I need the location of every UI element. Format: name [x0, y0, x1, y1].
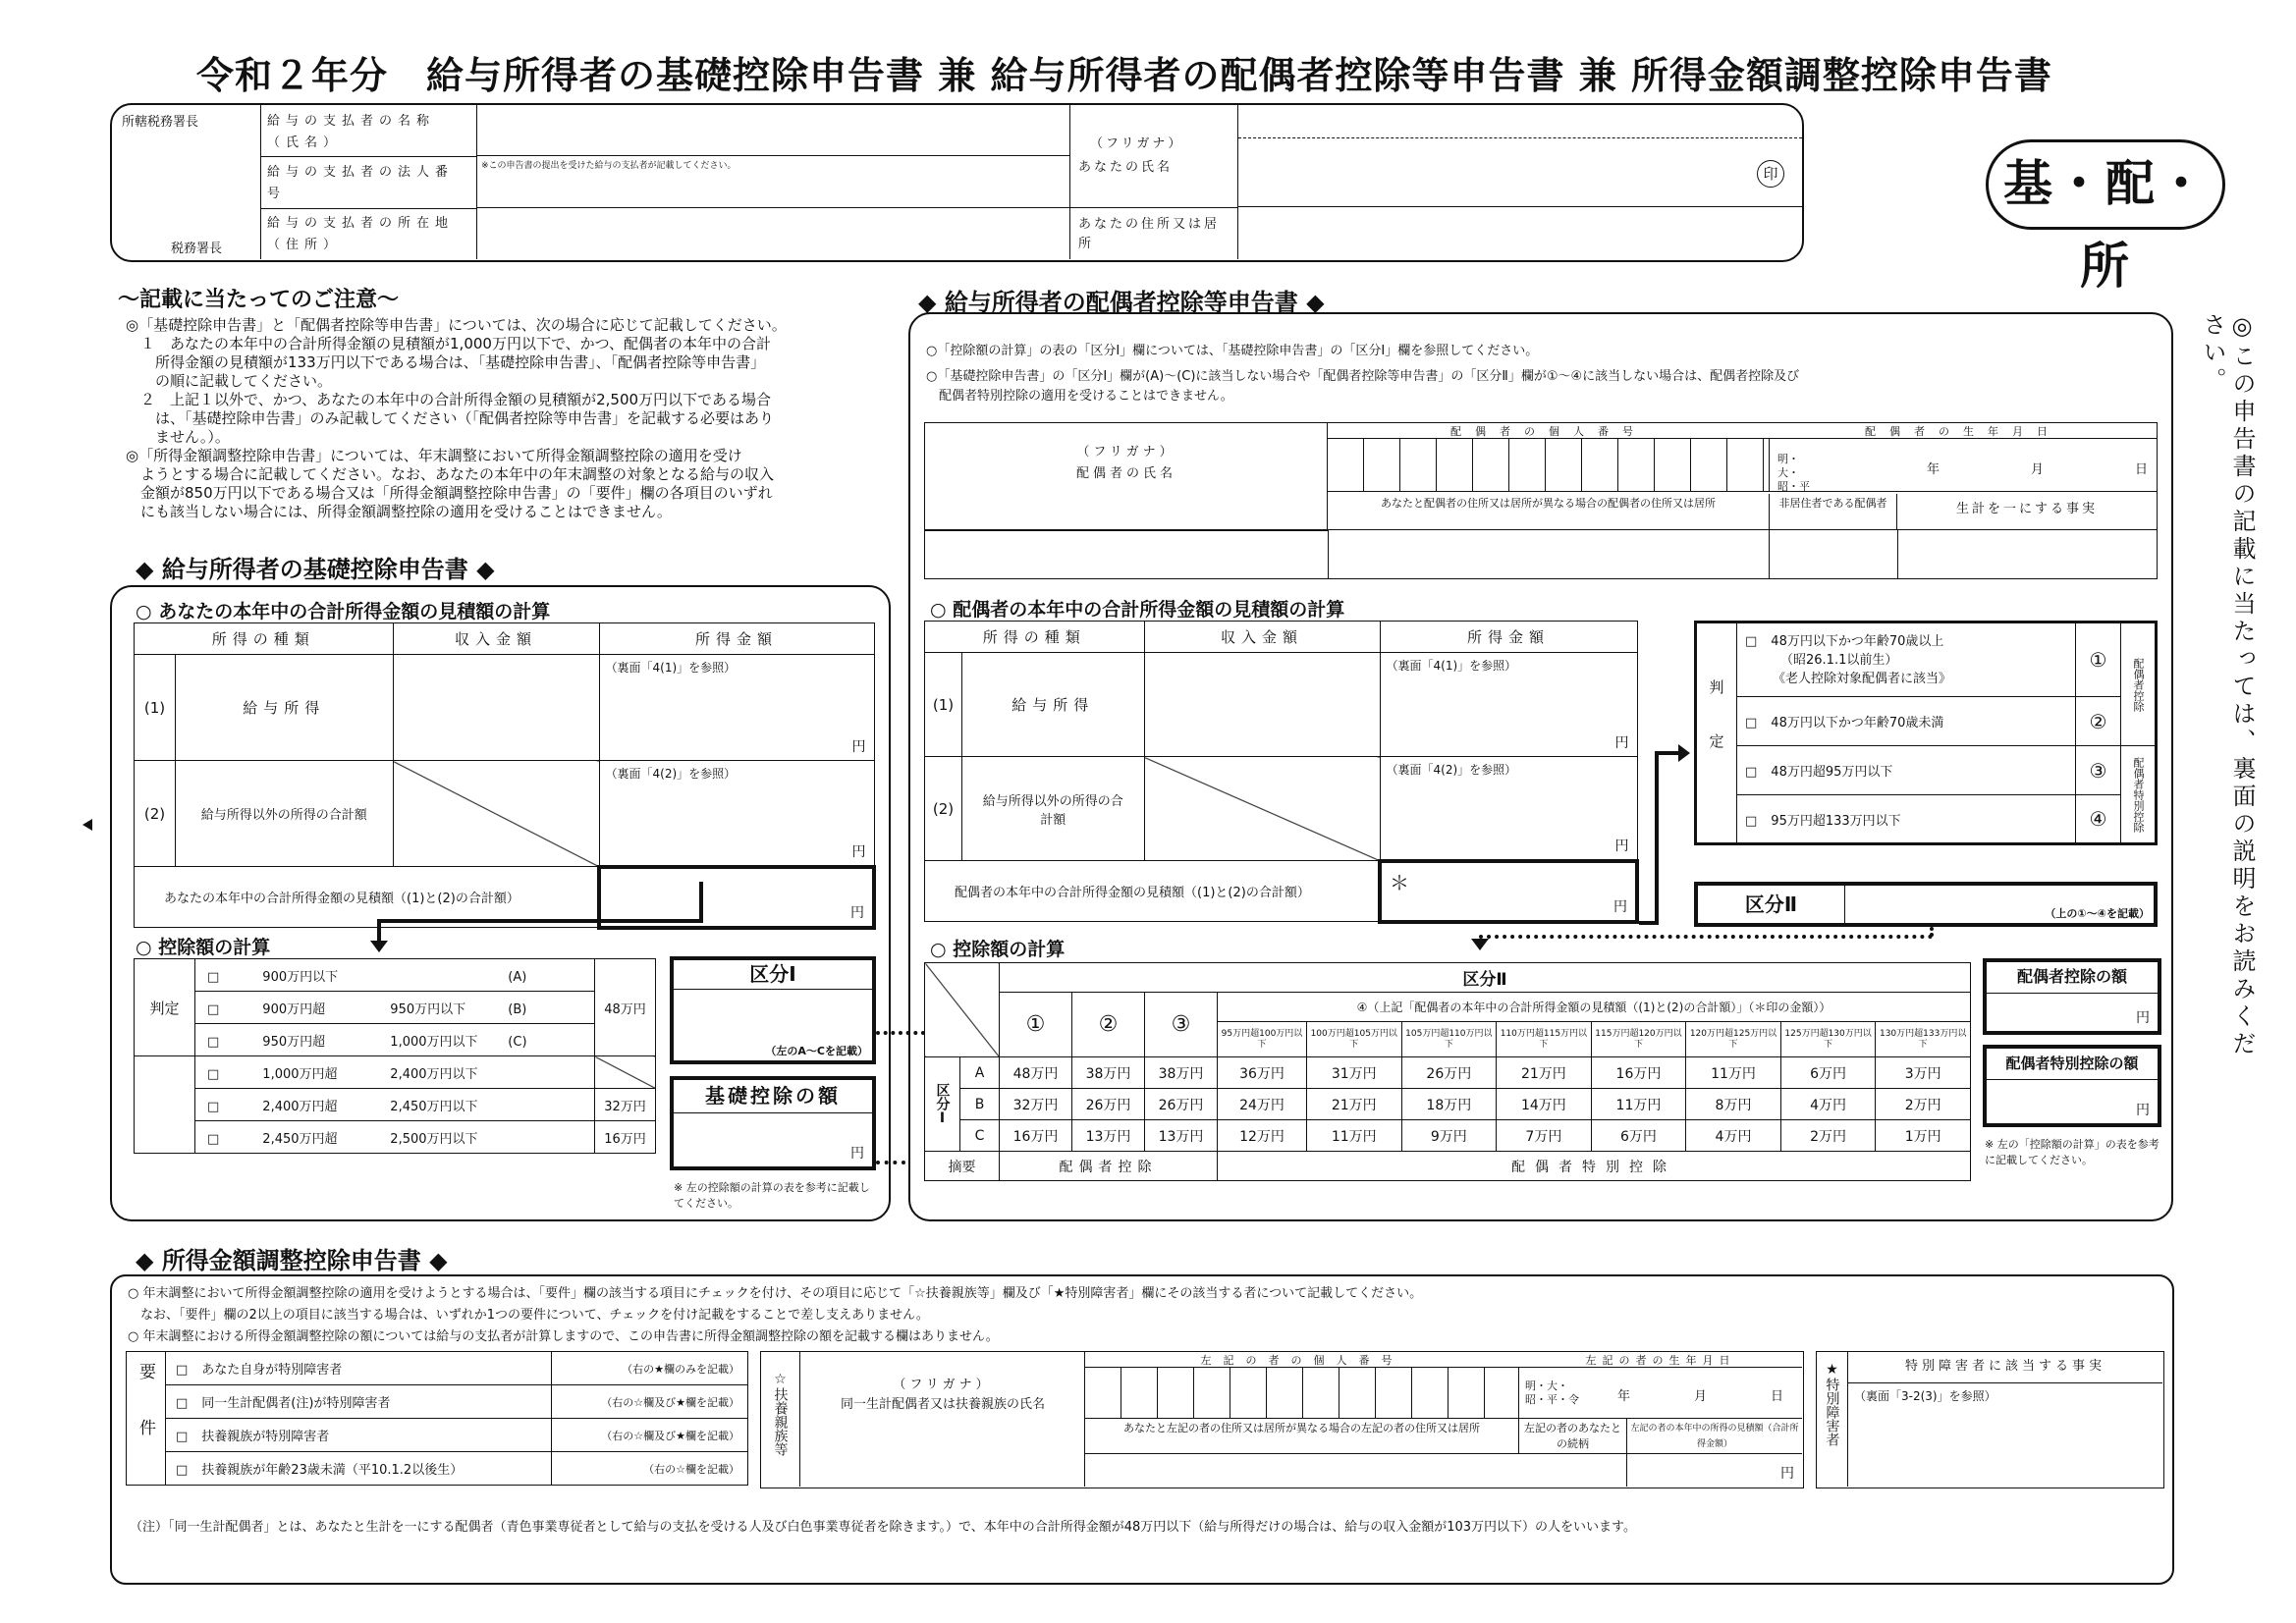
row2-income-blank	[393, 761, 599, 867]
payer-corp-label: 給与の支払者の法人番号	[267, 165, 455, 201]
fuyo-box	[760, 1351, 1810, 1488]
kiso-deduct-title: ○ 控除額の計算	[136, 937, 271, 958]
note-line: ２ 上記１以外で、かつ、あなたの本年中の合計所得金額の見積額が2,500万円以下である場合	[126, 391, 772, 408]
col-income: 収入金額	[1144, 622, 1380, 653]
kiso-bottom-note: ※ 左の控除額の計算の表を参考に記載してください。	[674, 1181, 870, 1210]
bracket-7: 125万円超130万円以下	[1780, 1022, 1876, 1057]
total-field[interactable]	[1380, 861, 1637, 922]
tax-office-suffix: 税務署長	[171, 242, 223, 256]
support-label: 生計を一にする事実	[1955, 502, 2098, 516]
row2-no: (2)	[925, 757, 962, 861]
row2-label: 給与所得以外の所得の合計額	[962, 757, 1145, 861]
tokusho-fact-field[interactable]	[1848, 1383, 2162, 1487]
spouse-mynumber-label: 配偶者の個人番号	[1328, 423, 1770, 439]
circle-3: ③	[2076, 746, 2121, 795]
tokubetsu-amount-label: 配偶者特別控除の額	[1987, 1049, 2158, 1080]
col-amount: 所得金額	[1380, 622, 1637, 653]
haigu-note1: ○「控除額の計算」の表の「区分Ⅰ」欄については、「基礎控除申告書」の「区分Ⅰ」欄を参照してください。	[926, 344, 1539, 358]
haigu-calc-title: ○ 配偶者の本年中の合計所得金額の見積額の計算	[930, 599, 1345, 621]
blank-cell	[595, 1056, 656, 1089]
side-label-1: 配偶者控除	[2121, 622, 2157, 746]
row1-ref: （裏面「4(1)」を参照）	[605, 661, 737, 675]
row1-amount-field[interactable]	[1380, 653, 1637, 757]
spouse-birth-label: 配偶者の生年月日	[1770, 423, 2157, 439]
haigu-deduct-title: ○ 控除額の計算	[930, 939, 1066, 960]
haigu-judge-table	[1694, 621, 2158, 845]
row2-label: 給与所得以外の所得の合計額	[176, 761, 394, 867]
chosei-footnote: （注）「同一生計配偶者」とは、あなたと生計を一にする配偶者（青色事業専従者として給与の支払を受ける人及び白色事業専従者を除きます。）で、本年中の合計所得金額が48万円以下（給与所得だけの場合は、給与の収入金額が103万円以下）の人をいいます。	[130, 1520, 1637, 1535]
kubun1-note: （左のA～Cを記載）	[765, 1045, 868, 1057]
row1-no: (1)	[135, 655, 176, 761]
payer-corp-note: ※この申告書の提出を受けた給与の支払者が記載してください。	[481, 161, 737, 171]
kiso-row-c[interactable]: □ 950万円超 1,000万円以下 (C)	[195, 1024, 595, 1056]
row1-label: 給与所得	[176, 655, 394, 761]
kiso-amount-box[interactable]	[670, 1076, 876, 1170]
row1-income-field[interactable]	[1144, 653, 1380, 757]
circle-1: ①	[2076, 622, 2121, 697]
yoken-hint-3: （右の☆欄及び★欄を記載）	[552, 1419, 748, 1452]
note-line: にも該当しない場合には、所得金額調整控除の適用を受けることはできません。	[126, 503, 672, 520]
fuyo-relation-field[interactable]	[1519, 1454, 1627, 1487]
haigu-deduct-table	[924, 962, 1971, 1181]
kiso-deduct-table	[134, 958, 656, 1154]
row2-amount-field[interactable]	[599, 761, 874, 867]
col-circle-3: ③	[1145, 993, 1218, 1057]
haigu-income-table	[924, 621, 1639, 924]
row2-amount-field[interactable]	[1380, 757, 1637, 861]
col4-head: ④（上記「配偶者の本年中の合計所得金額の見積額（(1)と(2)の合計額）」（＊印の金額））	[1218, 993, 1971, 1022]
yen-unit: 円	[851, 739, 866, 755]
amt-48: 48万円	[595, 959, 656, 1056]
yoken-item-3[interactable]: □ 扶養親族が特別障害者	[166, 1419, 552, 1452]
row2-ref: （裏面「4(2)」を参照）	[1386, 763, 1517, 777]
fuyo-mynumber-label: 左記の者の個人番号	[1085, 1352, 1519, 1368]
chosei-heading: ◆ 所得金額調整控除申告書 ◆	[136, 1247, 448, 1274]
deduct-row-a: 区分Ⅰ A 48万円 38万円 38万円 36万円 31万円 26万円 21万円 16万円 11万円 6万円 3万円	[925, 1057, 1971, 1089]
header-box	[110, 103, 1804, 262]
bracket-6: 120万円超125万円以下	[1686, 1022, 1781, 1057]
bracket-4: 110万円超115万円以下	[1497, 1022, 1592, 1057]
judge-row-1[interactable]: □ 48万円以下かつ年齢70歳以上 （昭26.1.1以前生） 《老人控除対象配偶者に該当》	[1737, 622, 2076, 697]
yen-unit: 円	[850, 1146, 864, 1162]
furigana-label: （フリガナ）	[1090, 136, 1184, 151]
spouse-name-label: 配偶者の氏名	[1075, 466, 1176, 481]
your-addr-field[interactable]	[1238, 207, 1802, 259]
kubun2-note: （上の①～④を記載）	[2045, 907, 2150, 920]
corner-blank	[925, 963, 1000, 1057]
tokusho-box	[1816, 1351, 2164, 1488]
yen-unit: 円	[1614, 735, 1629, 751]
haigu-right-note: ※ 左の「控除額の計算」の表を参考に記載してください。	[1985, 1138, 2159, 1166]
nonres-label: 非居住者である配偶者	[1770, 494, 1897, 529]
bracket-2: 100万円超105万円以下	[1306, 1022, 1401, 1057]
yoken-hint-4: （右の☆欄を記載）	[552, 1452, 748, 1486]
spouse-mynumber-field[interactable]	[1328, 439, 1770, 492]
yoken-item-1[interactable]: □ あなた自身が特別障害者	[166, 1352, 552, 1385]
note-line: の順に記載してください。	[126, 372, 333, 390]
row1-ref: （裏面「4(1)」を参照）	[1386, 659, 1517, 673]
col-circle-1: ①	[1000, 993, 1072, 1057]
fuyo-addr-diff-label: あなたと左記の者の住所又は居所が異なる場合の左記の者の住所又は居所	[1085, 1419, 1519, 1454]
yen-unit: 円	[1614, 838, 1629, 854]
payer-labels	[261, 105, 477, 259]
row2-ref: （裏面「4(2)」を参照）	[605, 767, 737, 781]
judge-label: 判定	[1696, 622, 1737, 844]
kiso-row-e[interactable]: □ 2,400万円超 2,450万円以下	[195, 1089, 595, 1121]
kiso-amount-label: 基礎控除の額	[674, 1080, 872, 1113]
payer-corp-field[interactable]	[477, 156, 1069, 208]
judge-row-4[interactable]: □ 95万円超133万円以下	[1737, 795, 2076, 844]
row1-amount-field[interactable]	[599, 655, 874, 761]
summary-row	[925, 1152, 1971, 1181]
notes-block	[126, 316, 892, 521]
kiso-heading: ◆ 給与所得者の基礎控除申告書 ◆	[136, 556, 495, 583]
fuyo-income-field[interactable]	[1627, 1454, 1802, 1487]
chosei-box	[110, 1274, 2174, 1585]
tokubetsu-amount-box[interactable]	[1983, 1045, 2161, 1127]
tax-office-box	[112, 105, 261, 259]
kubun2-label: 区分Ⅱ	[1698, 886, 1845, 923]
era-label: 明・大・昭・平・令	[1525, 1380, 1579, 1406]
yoken-label: 要件	[127, 1352, 166, 1486]
kiso-box	[110, 585, 891, 1221]
tax-office-label: 所轄税務署長	[122, 115, 199, 130]
kiso-calc-title: ○ あなたの本年中の合計所得金額の見積額の計算	[136, 601, 551, 622]
summary-label: 摘要	[925, 1152, 1000, 1181]
haigu-amount-label: 配偶者控除の額	[1987, 962, 2158, 994]
tokusho-fact-label: 特別障害者に該当する事実	[1848, 1352, 2162, 1383]
yen-unit: 円	[2136, 1103, 2150, 1118]
fuyo-birth-label: 左記の者の生年月日	[1519, 1352, 1802, 1368]
yoken-hint-2: （右の☆欄及び★欄を記載）	[552, 1385, 748, 1419]
chosei-note1: ○ 年末調整において所得金額調整控除の適用を受けようとする場合は、「要件」欄の該当する項目にチェックを付け、その項目に応じて「☆扶養親族等」欄及び「★特別障害者」欄にその該当する者について記載してください。	[128, 1286, 1423, 1301]
note-line: ◎「基礎控除申告書」と「配偶者控除等申告書」については、次の場合に応じて記載してください。	[126, 316, 787, 334]
side-label-2: 配偶者特別控除	[2121, 746, 2157, 844]
haigu-note2b: 配偶者特別控除の適用を受けることはできません。	[926, 389, 1233, 404]
spouse-info-box	[924, 422, 2188, 579]
haigu-note2a: ○「基礎控除申告書」の「区分Ⅰ」欄が(A)～(C)に該当しない場合や「配偶者控除等申告書」の「区分Ⅱ」欄が①～④に該当しない場合は、配偶者控除及び	[926, 369, 1800, 384]
kubun1-side: 区分Ⅰ	[925, 1057, 960, 1152]
bracket-1: 95万円超100万円以下	[1218, 1022, 1307, 1057]
spouse-addr-diff-label: あなたと配偶者の住所又は居所が異なる場合の配偶者の住所又は居所	[1328, 494, 1770, 529]
kubun1-label: 区分Ⅰ	[674, 960, 872, 990]
deduct-row-b: B 32万円 26万円 26万円 24万円 21万円 18万円 14万円 11万円 8万円 4万円 2万円	[925, 1089, 1971, 1120]
your-furigana-field[interactable]	[1238, 105, 1802, 138]
form-title: 令和２年分 給与所得者の基礎控除申告書 兼 給与所得者の配偶者控除等申告書 兼 所得金額調整控除申告書	[196, 54, 2052, 97]
bracket-5: 115万円超120万円以下	[1591, 1022, 1686, 1057]
kiso-income-table	[134, 622, 876, 930]
fuyo-relation-label: 左記の者のあなたとの続柄	[1519, 1419, 1627, 1454]
circle-2: ②	[2076, 697, 2121, 746]
note-line: ようとする場合に記載してください。なお、あなたの本年中の年末調整の対象となる給与の収入	[126, 465, 775, 483]
notes-heading: ～記載に当たってのご注意～	[118, 288, 400, 312]
payer-addr-label: 給与の支払者の所在地（住所）	[267, 216, 455, 252]
chosei-note2: なお、「要件」欄の2以上の項目に該当する場合は、いずれか1つの要件について、チェックを付け記載をすることで差し支えありません。	[128, 1308, 929, 1323]
haigu-amount-box[interactable]	[1983, 958, 2161, 1035]
yen-unit: 円	[1613, 898, 1627, 915]
yen-unit: 円	[2136, 1010, 2150, 1026]
note-line: 金額が850万円以下である場合又は「所得金額調整控除申告書」の「要件」欄の各項目のいずれ	[126, 484, 773, 502]
payer-name-label: 給与の支払者の名称（氏名）	[267, 114, 436, 150]
fuyo-name-label: 同一生計配偶者又は扶養親族の氏名	[840, 1397, 1045, 1412]
form-badge: 基・配・所	[1986, 139, 2225, 230]
deduct-row-c: C 16万円 13万円 13万円 12万円 11万円 9万円 7万円 6万円 4万円 2万円 1万円	[925, 1120, 1971, 1152]
kiso-row-a[interactable]: □ 900万円以下 (A)	[195, 959, 595, 992]
star-mark: ＊	[1390, 870, 1409, 894]
circle-4: ④	[2076, 795, 2121, 844]
judge-label-2	[135, 1056, 195, 1154]
yoken-hint-1: （右の★欄のみを記載）	[552, 1352, 748, 1385]
kiso-row-d[interactable]: □ 1,000万円超 2,400万円以下	[195, 1056, 595, 1089]
row1-no: (1)	[925, 653, 962, 757]
spouse-furigana-label: （フリガナ）	[1076, 445, 1176, 460]
your-name-label: あなたの氏名	[1078, 160, 1174, 175]
summary-tokubetsu: 配偶者特別控除	[1218, 1152, 1971, 1181]
total-label: 配偶者の本年中の合計所得金額の見積額（(1)と(2)の合計額）	[925, 861, 1381, 922]
fuyo-birth-field[interactable]	[1519, 1368, 1810, 1419]
seal-mark: 印	[1757, 160, 1784, 188]
spouse-birth-field[interactable]	[1770, 439, 2188, 493]
yoken-table	[126, 1351, 748, 1486]
bracket-3: 105万円超110万円以下	[1401, 1022, 1497, 1057]
summary-haigu: 配偶者控除	[1000, 1152, 1218, 1181]
row1-income-field[interactable]	[393, 655, 599, 761]
fuyo-income-label: 左記の者の本年中の所得の見積額（合計所得金額）	[1627, 1419, 1802, 1454]
note-line: は、「基礎控除申告書」のみ記載してください（「配偶者控除等申告書」を記載する必要はあり	[126, 409, 775, 427]
amt-32: 32万円	[595, 1089, 656, 1121]
kiso-row-b[interactable]: □ 900万円超 950万円以下 (B)	[195, 992, 595, 1024]
kubun2-head: 区分Ⅱ	[1000, 963, 1971, 993]
ymd-label: 年 月 日	[1927, 462, 2188, 477]
nonres-field[interactable]	[1897, 529, 2157, 578]
haigu-heading: ◆ 給与所得者の配偶者控除等申告書 ◆	[918, 289, 1325, 316]
fuyo-label: ☆扶養親族等	[761, 1352, 800, 1487]
your-name-field[interactable]	[1238, 138, 1802, 207]
note-line: 所得金額の見積額が133万円以下である場合は、「基礎控除申告書」、「配偶者控除等申告書」	[126, 353, 766, 371]
haigu-box	[908, 312, 2188, 1221]
kubun1-box[interactable]	[670, 956, 876, 1064]
tokusho-ref: （裏面「3-2(3)」を参照）	[1854, 1389, 1996, 1403]
col-amount: 所得金額	[599, 623, 874, 655]
tokusho-label: ★特別障害者	[1817, 1352, 1848, 1487]
col-type: 所得の種類	[135, 623, 394, 655]
side-note: ◎この申告書の記載に当たっては、裏面の説明をお読みください。	[2199, 312, 2256, 1058]
spouse-addr-field[interactable]	[1328, 529, 1770, 578]
col-income: 収入金額	[393, 623, 599, 655]
row2-income-blank	[1144, 757, 1380, 861]
payer-addr-field[interactable]	[477, 208, 1069, 259]
total-label: あなたの本年中の合計所得金額の見積額（(1)と(2)の合計額）	[135, 867, 600, 928]
payer-name-field[interactable]	[477, 105, 1069, 156]
judge-row-3[interactable]: □ 48万円超95万円以下	[1737, 746, 2076, 795]
yen-unit: 円	[1780, 1466, 1794, 1482]
judge-row-2[interactable]: □ 48万円以下かつ年齢70歳未満	[1737, 697, 2076, 746]
note-line: ません。）。	[126, 428, 230, 446]
fuyo-mynumber-field[interactable]	[1085, 1368, 1519, 1419]
judge-label: 判定	[135, 959, 195, 1056]
yoken-item-2[interactable]: □ 同一生計配偶者(注)が特別障害者	[166, 1385, 552, 1419]
note-line: １ あなたの本年中の合計所得金額の見積額が1,000万円以下で、かつ、配偶者の本年中の合計	[126, 335, 772, 352]
kubun2-box[interactable]	[1694, 882, 2158, 927]
margin-marker	[82, 819, 92, 831]
yen-unit: 円	[850, 904, 864, 921]
col-type: 所得の種類	[925, 622, 1145, 653]
amt-16: 16万円	[595, 1121, 656, 1154]
kiso-row-f[interactable]: □ 2,450万円超 2,500万円以下	[195, 1121, 595, 1154]
row1-label: 給与所得	[962, 653, 1145, 757]
row2-no: (2)	[135, 761, 176, 867]
era-label: 明・大・昭・平	[1777, 453, 1810, 493]
yen-unit: 円	[851, 843, 866, 860]
ymd-label: 年 月 日	[1617, 1389, 1810, 1404]
note-line: ◎「所得金額調整控除申告書」については、年末調整において所得金額調整控除の適用を受け	[126, 447, 742, 464]
bracket-8: 130万円超133万円以下	[1876, 1022, 1971, 1057]
col-circle-2: ②	[1072, 993, 1145, 1057]
fuyo-furigana-label: （フリガナ）	[893, 1378, 993, 1392]
chosei-note3: ○ 年末調整における所得金額調整控除の額については給与の支払者が計算しますので、この申告書に所得金額調整控除の額を記載する欄はありません。	[128, 1329, 999, 1344]
yoken-item-4[interactable]: □ 扶養親族が年齢23歳未満（平10.1.2以後生）	[166, 1452, 552, 1486]
your-addr-label: あなたの住所又は居所	[1078, 217, 1221, 251]
